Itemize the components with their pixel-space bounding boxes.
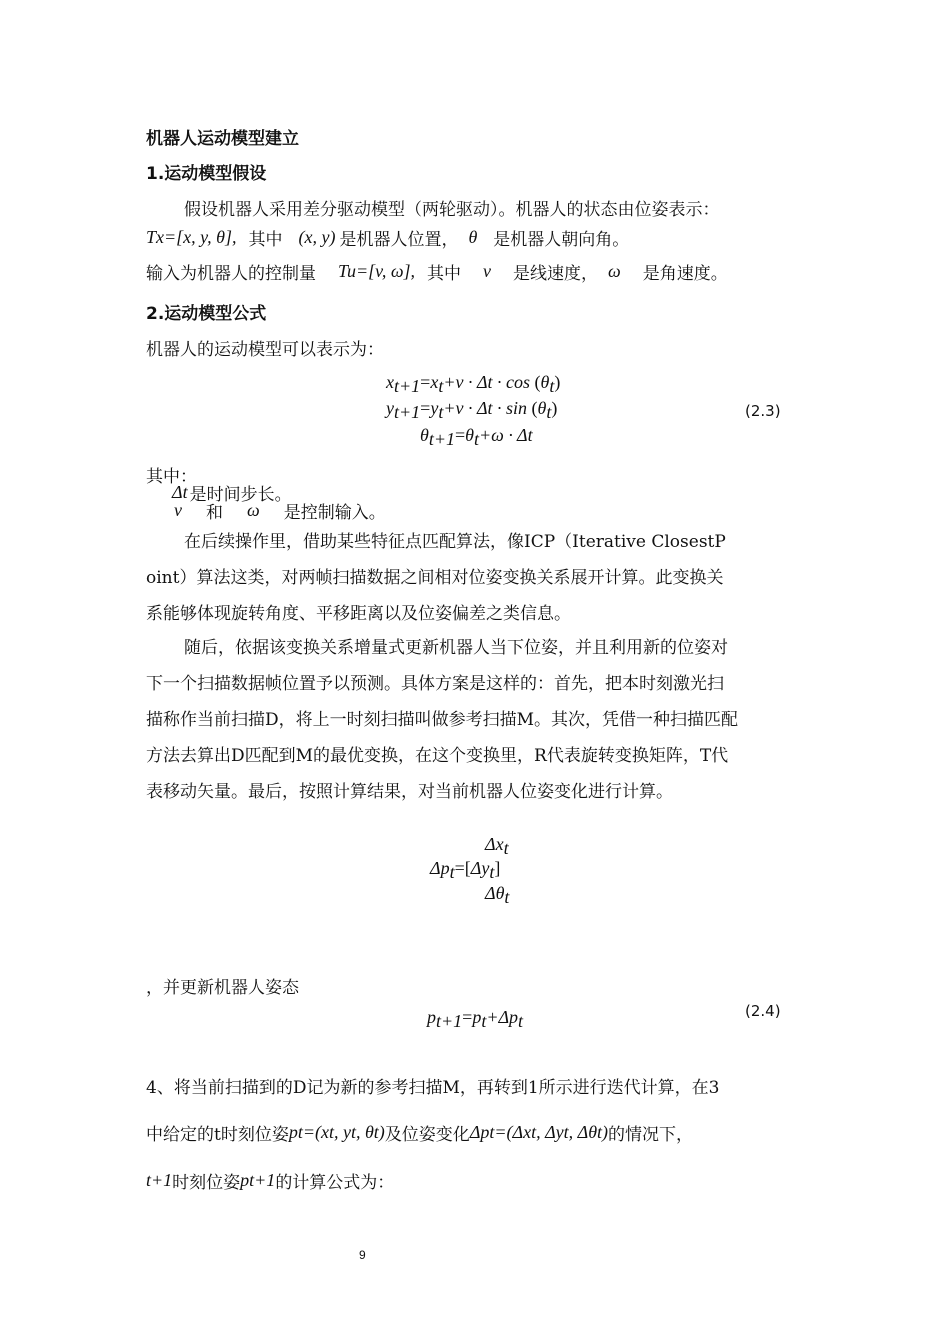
eq-theta-body: +ω · Δt bbox=[479, 425, 533, 445]
document-heading: 机器人运动模型建立 bbox=[146, 129, 299, 149]
step4-line2-a: 中给定的t时刻位姿 bbox=[146, 1125, 289, 1145]
page-number: 9 bbox=[359, 1248, 366, 1262]
section1-state-line bbox=[146, 224, 629, 250]
where-label: 其中 bbox=[248, 229, 283, 250]
update-equation: $p_{t+1}=p_t+\Delta p_t$ bbox=[427, 1007, 524, 1031]
eq-theta-rhs-sub: t bbox=[474, 429, 480, 449]
step4-pt: pt=(xt, yt, θt) bbox=[288, 1122, 385, 1142]
step4-line2 bbox=[146, 1120, 693, 1145]
delta-p-lhs: Δp bbox=[430, 858, 450, 878]
para1-line3: 系能够体现旋转角度、平移距离以及位姿偏差之类信息。 bbox=[146, 604, 571, 624]
dt-symbol: Δt bbox=[172, 482, 188, 502]
eq-y-theta-sub: t bbox=[546, 402, 552, 422]
para2-line4: 方法去算出D匹配到M的最优变换，在这个变换里，R代表旋转变换矩阵，T代 bbox=[146, 746, 729, 766]
where-label-3: 其中： bbox=[146, 467, 197, 487]
update-lhs-sub: t+1 bbox=[436, 1011, 463, 1031]
eq-y-lhs-sub: t+1 bbox=[394, 402, 421, 422]
section2-intro: 机器人的运动模型可以表示为： bbox=[146, 340, 384, 360]
section1-line1: 假设机器人采用差分驱动模型（两轮驱动）。机器人的状态由位姿表示： bbox=[184, 200, 720, 220]
update-rhs2-sub: t bbox=[518, 1011, 524, 1031]
step4-line3-b: 时刻位姿 bbox=[172, 1173, 241, 1193]
and-word: 和 bbox=[206, 503, 223, 523]
delta-theta: Δθ bbox=[485, 883, 505, 903]
equation-number-2-3: (2.3) bbox=[745, 402, 781, 420]
position-desc: 是机器人位置， bbox=[339, 229, 459, 250]
step4-dpt: Δpt=(Δxt, Δyt, Δθt) bbox=[469, 1122, 609, 1142]
delta-eq-row1 bbox=[485, 834, 509, 859]
eq-x-theta-sub: t bbox=[549, 376, 555, 396]
eq-theta-rhs: θ bbox=[465, 425, 474, 445]
step4-line1: 4、将当前扫描到的D记为新的参考扫描M，再转到1所示进行迭代计算，在3 bbox=[146, 1078, 720, 1098]
dt-desc: 是时间步长。 bbox=[189, 485, 292, 505]
omega-desc: 是角速度。 bbox=[642, 263, 728, 284]
update-rhs2: +Δp bbox=[486, 1007, 519, 1027]
eq-x-rhs: x bbox=[430, 372, 439, 392]
control-desc: 是控制输入。 bbox=[283, 503, 386, 523]
section1-input-line bbox=[146, 258, 728, 284]
v-symbol: v bbox=[483, 260, 492, 281]
section2-title: 2.运动模型公式 bbox=[146, 304, 267, 324]
update-lhs: p bbox=[427, 1007, 436, 1027]
delta-y: Δy bbox=[470, 858, 490, 878]
eq-y-rhs-sub: t bbox=[438, 402, 444, 422]
step4-line3-d: 的计算公式为： bbox=[275, 1173, 395, 1193]
delta-y-sub: t bbox=[489, 862, 495, 882]
state-formula: Tx=[x, y, θ], bbox=[146, 226, 237, 247]
delta-eq-row3 bbox=[485, 883, 509, 908]
eq-x-lhs: x bbox=[386, 372, 394, 392]
step4-pt1: pt+1 bbox=[240, 1170, 276, 1190]
step4-line3 bbox=[146, 1168, 394, 1193]
step4-line2-c: 的情况下， bbox=[608, 1125, 694, 1145]
para1-line1: 在后续操作里，借助某些特征点匹配算法，像ICP（Iterative ClosestP bbox=[184, 532, 726, 552]
section1-title: 1.运动模型假设 bbox=[146, 164, 267, 184]
theta-symbol: θ bbox=[468, 226, 478, 247]
control-v-symbol: v bbox=[174, 500, 182, 520]
theta-desc: 是机器人朝向角。 bbox=[493, 229, 630, 250]
equation-number-2-4: (2.4) bbox=[745, 1002, 781, 1020]
where-label-2: 其中 bbox=[427, 263, 462, 284]
update-rhs1-sub: t bbox=[481, 1011, 487, 1031]
eq-y-body: +v · Δt · sin bbox=[443, 398, 528, 418]
para2-line1: 随后，依据该变换关系增量式更新机器人当下位姿，并且利用新的位姿对 bbox=[184, 638, 728, 658]
delta-theta-sub: t bbox=[504, 887, 510, 907]
omega-symbol: ω bbox=[608, 260, 621, 281]
eq-x-lhs-sub: t+1 bbox=[394, 376, 421, 396]
eq-y-lhs: y bbox=[386, 398, 394, 418]
para2-line5: 表移动矢量。最后，按照计算结果，对当前机器人位姿变化进行计算。 bbox=[146, 782, 673, 802]
delta-x-sub: t bbox=[503, 838, 509, 858]
eq-x-row: $x_{t+1}=x_t+v \cdot \Delta t \cdot \cos (\theta_t)$ bbox=[386, 372, 561, 396]
delta-eq-row2: $\Delta p_t=[\Delta y_t]$ bbox=[430, 858, 501, 882]
v-desc: 是线速度， bbox=[513, 263, 599, 284]
eq-theta-lhs-sub: t+1 bbox=[428, 429, 455, 449]
delta-x: Δx bbox=[485, 834, 504, 854]
para2-line3: 描称作当前扫描D，将上一时刻扫描叫做参考扫描M。其次，凭借一种扫描匹配 bbox=[146, 710, 739, 730]
eq-x-body: +v · Δt · cos bbox=[443, 372, 531, 392]
step4-line2-b: 及位姿变化 bbox=[384, 1125, 470, 1145]
control-line bbox=[174, 498, 386, 523]
position-symbol: (x, y) bbox=[298, 226, 336, 247]
input-text: 输入为机器人的控制量 bbox=[146, 263, 316, 284]
eq-theta-row: $\theta_{t+1}=\theta_t+\omega \cdot \Delta t$ bbox=[420, 425, 533, 449]
delta-p-sub: t bbox=[449, 862, 455, 882]
eq-x-rhs-sub: t bbox=[438, 376, 444, 396]
update-text: ，并更新机器人姿态 bbox=[146, 978, 299, 998]
para1-line2: oint）算法这类，对两帧扫描数据之间相对位姿变换关系展开计算。此变换关 bbox=[146, 568, 724, 588]
update-rhs1: p bbox=[472, 1007, 482, 1027]
eq-y-rhs: y bbox=[430, 398, 439, 418]
eq-y-row: $y_{t+1}=y_t+v \cdot \Delta t \cdot \sin (\theta_t)$ bbox=[386, 398, 558, 422]
step4-t1: t+1 bbox=[146, 1170, 173, 1190]
control-omega-symbol: ω bbox=[247, 500, 260, 520]
para2-line2: 下一个扫描数据帧位置予以预测。具体方案是这样的：首先，把本时刻激光扫 bbox=[146, 674, 724, 694]
input-formula: Tu=[v, ω], bbox=[338, 260, 416, 281]
eq-theta-lhs: θ bbox=[420, 425, 429, 445]
